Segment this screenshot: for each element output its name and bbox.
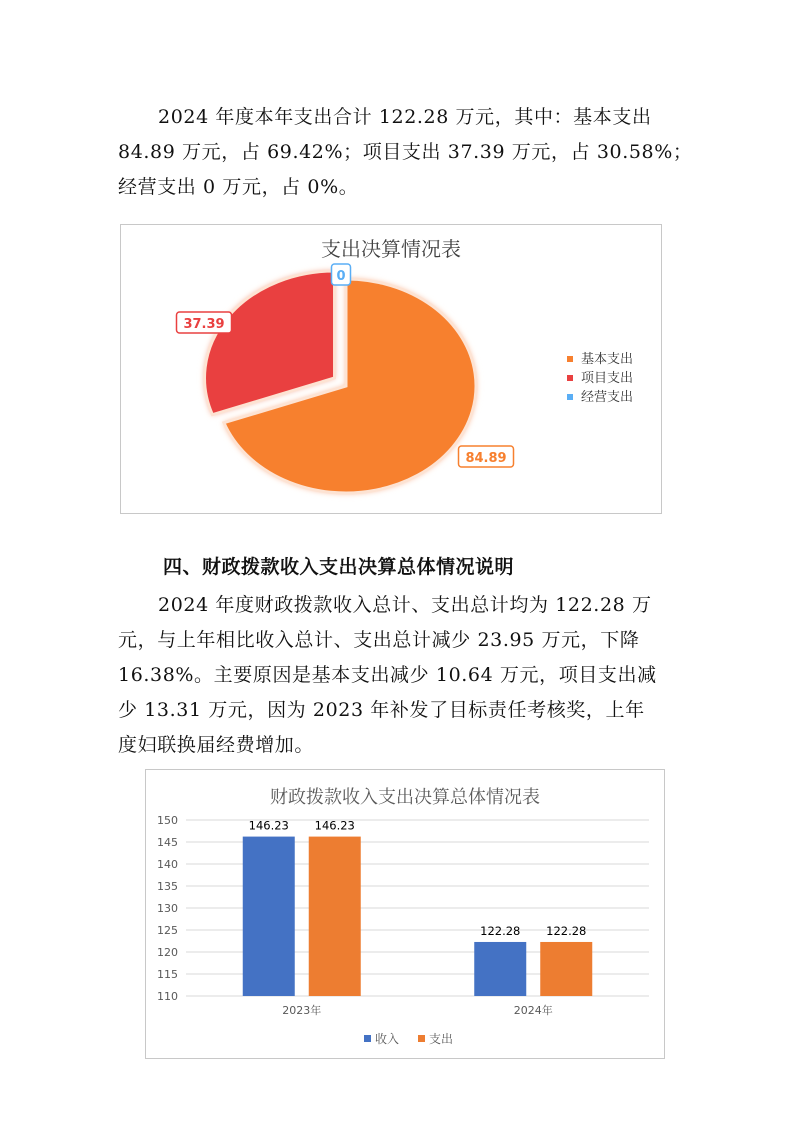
y-tick-label: 150: [157, 814, 178, 827]
y-tick-label: 145: [157, 836, 178, 849]
paragraph-line: 度妇联换届经费增加。: [118, 734, 315, 756]
bar-legend-item: [364, 1031, 399, 1046]
y-tick-label: 130: [157, 902, 178, 915]
x-tick-label: 2023年: [282, 1004, 322, 1017]
y-tick-label: 140: [157, 858, 178, 871]
pie-data-label: [332, 264, 351, 285]
paragraph-line: 16.38%。主要原因是基本支出减少 10.64 万元，项目支出减: [118, 664, 657, 686]
bar-data-label: 122.28: [480, 923, 521, 938]
bar-data-labels: [249, 819, 587, 938]
y-tick-label: 125: [157, 924, 178, 937]
paragraph-line: 元，与上年相比收入总计、支出总计减少 23.95 万元，下降: [118, 629, 640, 651]
y-tick-label: 120: [157, 946, 178, 959]
pie-chart-container: [120, 224, 662, 514]
paragraph-line: 2024 年度财政拨款收入总计、支出总计均为 122.28 万: [158, 594, 652, 616]
paragraph-expenditure-summary: [118, 100, 693, 205]
paragraph-line: 少 13.31 万元，因为 2023 年补发了目标责任考核奖，上年: [118, 699, 645, 721]
pie-legend-item: [567, 351, 633, 367]
pie-slice-2: [205, 271, 335, 415]
svg-text:收入: 收入: [375, 1032, 400, 1046]
y-tick-label: 115: [157, 968, 178, 981]
pie-chart: [121, 225, 661, 513]
bar-legend-item: [418, 1031, 453, 1046]
bar-data-label: 122.28: [546, 923, 587, 938]
bar-series: [243, 837, 593, 996]
x-tick-label: 2024年: [513, 1004, 553, 1017]
bar-支出-2023年: [309, 837, 361, 996]
bar-chart: [146, 770, 664, 1058]
pie-legend-item: [567, 389, 633, 405]
section-heading: 四、财政拨款收入支出决算总体情况说明: [163, 556, 515, 578]
bar-收入-2024年: [474, 942, 526, 996]
bar-x-axis: [282, 1003, 553, 1017]
bar-收入-2023年: [243, 837, 295, 996]
svg-text:经营支出: 经营支出: [581, 390, 634, 405]
bar-支出-2024年: [540, 942, 592, 996]
bar-title: 财政拨款收入支出决算总体情况表: [270, 787, 540, 808]
paragraph-line: 2024 年度本年支出合计 122.28 万元，其中：基本支出: [158, 106, 652, 128]
bar-legend: [364, 1031, 453, 1046]
pie-legend: [567, 351, 633, 405]
paragraph-line: 84.89 万元，占 69.42%；项目支出 37.39 万元，占 30.58%；: [118, 141, 693, 163]
paragraph-line: 经营支出 0 万元，占 0%。: [118, 176, 359, 198]
bar-y-axis: [157, 814, 178, 1003]
svg-text:84.89: 84.89: [465, 451, 507, 466]
bar-data-label: 146.23: [314, 818, 355, 833]
pie-data-label: [177, 312, 232, 333]
svg-text:支出: 支出: [429, 1032, 454, 1046]
pie-slices: [205, 271, 476, 493]
y-tick-label: 135: [157, 880, 178, 893]
svg-text:基本支出: 基本支出: [581, 352, 634, 367]
y-tick-label: 110: [157, 990, 178, 1003]
bar-data-label: 146.23: [248, 818, 289, 833]
pie-title: 支出决算情况表: [321, 237, 461, 261]
svg-text:项目支出: 项目支出: [581, 371, 634, 386]
svg-text:37.39: 37.39: [183, 317, 225, 332]
pie-legend-item: [567, 370, 633, 386]
paragraph-fiscal-summary: [118, 588, 678, 763]
bar-chart-container: [145, 769, 665, 1059]
pie-data-label: [459, 446, 514, 467]
svg-text:0: 0: [336, 269, 346, 284]
